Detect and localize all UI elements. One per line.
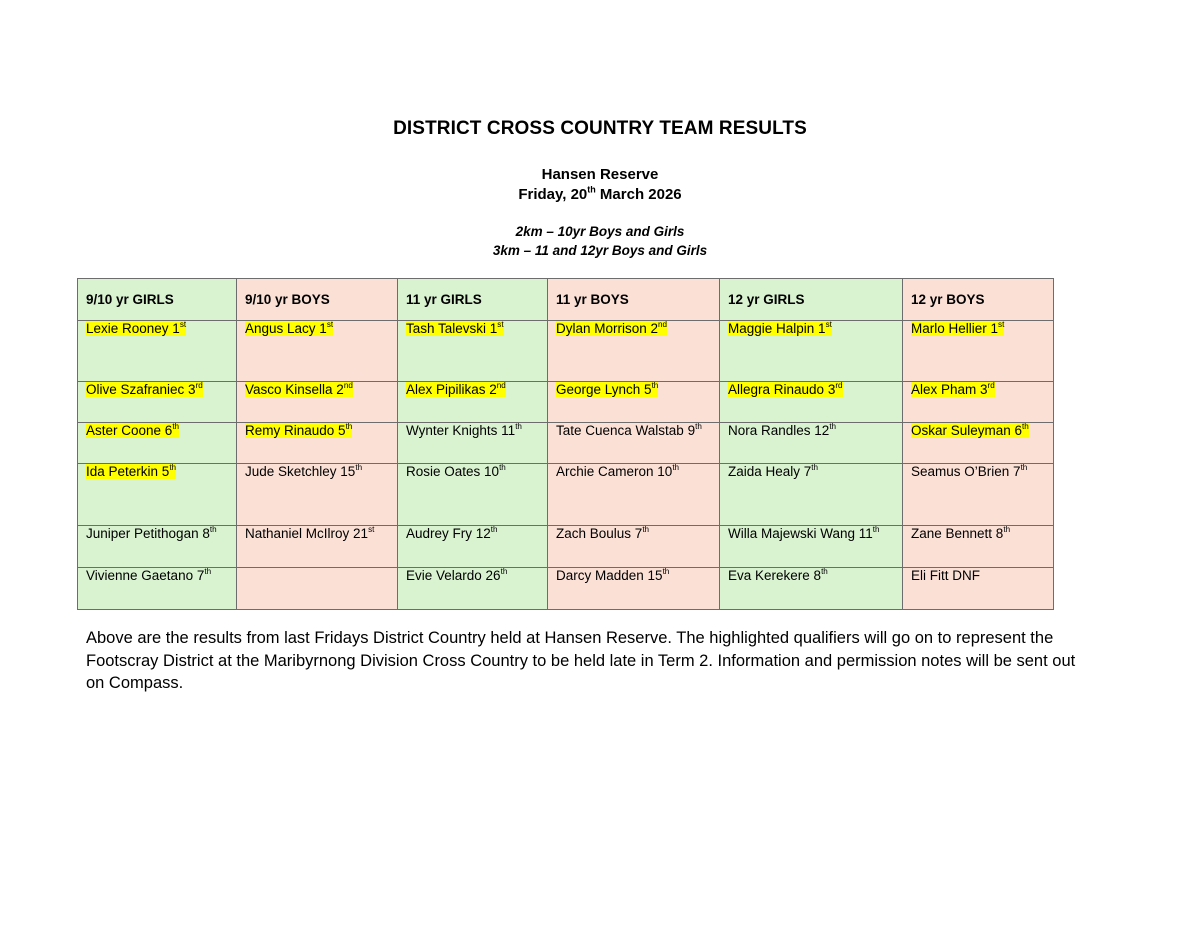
runner-name-place: Audrey Fry 12 [406, 526, 491, 541]
runner-name-place: Vasco Kinsella 2 [245, 382, 344, 397]
result-cell [398, 321, 548, 382]
runner-result [556, 526, 649, 541]
date-suffix: March 2026 [595, 186, 682, 203]
runner-result [406, 382, 506, 397]
result-cell [78, 526, 237, 568]
table-row [78, 464, 1054, 526]
place-ordinal: st [368, 525, 375, 534]
runner-result [245, 382, 353, 397]
runner-name-place: Marlo Hellier 1 [911, 321, 999, 336]
column-header: 12 yr GIRLS [720, 279, 903, 321]
result-cell [720, 464, 903, 526]
runner-result [556, 423, 702, 438]
place-ordinal: th [1022, 422, 1029, 431]
runner-name-place: Zach Boulus 7 [556, 526, 643, 541]
runner-name-place: Willa Majewski Wang 11 [728, 526, 873, 541]
place-ordinal: th [515, 422, 522, 431]
place-ordinal: st [497, 320, 504, 329]
table-row [78, 568, 1054, 610]
runner-result [728, 464, 818, 479]
event-date [0, 186, 1200, 203]
runner-name-place: Jude Sketchley 15 [245, 464, 356, 479]
result-cell [398, 464, 548, 526]
result-cell [398, 568, 548, 610]
runner-result [556, 382, 658, 397]
place-ordinal: th [204, 567, 212, 576]
table-row [78, 382, 1054, 423]
place-ordinal: th [490, 525, 498, 534]
distance-line-2: 3km – 11 and 12yr Boys and Girls [492, 243, 708, 258]
runner-name-place: Tash Talevski 1 [406, 321, 498, 336]
venue-name: Hansen Reserve [541, 166, 659, 183]
runner-name-place: Juniper Petithogan 8 [86, 526, 210, 541]
place-ordinal: st [998, 320, 1005, 329]
runner-name-place: Darcy Madden 15 [556, 568, 663, 583]
runner-result [556, 321, 667, 336]
place-ordinal: th [345, 422, 353, 431]
place-ordinal: th [829, 422, 837, 431]
place-ordinal: th [821, 567, 828, 576]
runner-result [406, 321, 504, 336]
runner-name-place: Angus Lacy 1 [245, 321, 327, 336]
runner-name-place: Nathaniel McIlroy 21 [245, 526, 369, 541]
place-ordinal: rd [195, 381, 203, 390]
result-cell [237, 382, 398, 423]
result-cell [903, 321, 1054, 382]
table-header-row [78, 279, 1054, 321]
runner-result [245, 526, 374, 541]
runner-name-place: Aster Coone 6 [86, 423, 173, 438]
runner-result [245, 321, 333, 336]
runner-result [556, 464, 679, 479]
result-cell [548, 526, 720, 568]
result-cell [903, 464, 1054, 526]
result-cell [237, 423, 398, 464]
result-cell [903, 423, 1054, 464]
result-cell [548, 321, 720, 382]
result-cell [903, 382, 1054, 423]
runner-name-place: Allegra Rinaudo 3 [728, 382, 836, 397]
runner-name-place: George Lynch 5 [556, 382, 652, 397]
date-ordinal: th [587, 184, 596, 195]
column-header: 11 yr BOYS [548, 279, 720, 321]
runner-name-place: Maggie Halpin 1 [728, 321, 826, 336]
place-ordinal: st [179, 320, 187, 329]
result-cell [237, 526, 398, 568]
runner-name-place: Archie Cameron 10 [556, 464, 673, 479]
place-ordinal: th [172, 422, 180, 431]
result-cell [548, 423, 720, 464]
page-title: DISTRICT CROSS COUNTRY TEAM RESULTS [393, 118, 807, 139]
runner-result [245, 464, 362, 479]
runner-name-place: Evie Velardo 26 [406, 568, 501, 583]
table-row [78, 423, 1054, 464]
runner-result [911, 382, 995, 397]
runner-name-place: Lexie Rooney 1 [86, 321, 180, 336]
runner-result [406, 568, 507, 583]
table-row [78, 526, 1054, 568]
runner-result [911, 568, 980, 583]
runner-result [728, 321, 832, 336]
result-cell [548, 382, 720, 423]
results-table [77, 278, 1054, 610]
runner-name-place: Nora Randles 12 [728, 423, 830, 438]
place-ordinal: th [662, 567, 670, 576]
place-ordinal: st [326, 320, 334, 329]
runner-result [245, 423, 352, 438]
column-header: 9/10 yr GIRLS [78, 279, 237, 321]
result-cell [237, 464, 398, 526]
runner-name-place: Zaida Healy 7 [728, 464, 812, 479]
results-note: Above are the results from last Fridays District Country held at Hansen Reserve. The highlighted qualifiers will go on to represent the Footscray District at the Maribyrnong Division Cross Country to be held late in Term 2. Information and permission notes will be sent out on Compass. [86, 629, 1076, 692]
runner-result [86, 423, 179, 438]
runner-name-place: Ida Peterkin 5 [86, 464, 170, 479]
place-ordinal: th [169, 463, 177, 472]
runner-result [728, 382, 843, 397]
runner-name-place: Dylan Morrison 2 [556, 321, 659, 336]
distance-line-1: 2km – 10yr Boys and Girls [515, 224, 685, 239]
place-ordinal: th [672, 463, 680, 472]
place-ordinal: nd [343, 381, 353, 390]
runner-result [911, 423, 1029, 438]
runner-name-place: Alex Pham 3 [911, 382, 988, 397]
runner-result [86, 321, 186, 336]
date-prefix: Friday, 20 [518, 186, 588, 203]
table-row [78, 321, 1054, 382]
runner-result [86, 464, 176, 479]
result-cell [720, 568, 903, 610]
result-cell [720, 423, 903, 464]
runner-result [911, 464, 1027, 479]
runner-result [556, 568, 669, 583]
place-ordinal: st [825, 320, 832, 329]
runner-name-place: Oskar Suleyman 6 [911, 423, 1023, 438]
column-header: 11 yr GIRLS [398, 279, 548, 321]
place-ordinal: th [1020, 463, 1028, 472]
place-ordinal: rd [835, 381, 843, 390]
result-cell [237, 568, 398, 610]
result-cell [398, 423, 548, 464]
runner-result [86, 568, 211, 583]
column-header: 12 yr BOYS [903, 279, 1054, 321]
place-ordinal: rd [987, 381, 995, 390]
runner-result [728, 568, 828, 583]
place-ordinal: th [811, 463, 819, 472]
column-header: 9/10 yr BOYS [237, 279, 398, 321]
place-ordinal: th [355, 463, 363, 472]
result-cell [78, 382, 237, 423]
result-cell [78, 568, 237, 610]
result-cell [903, 526, 1054, 568]
result-cell [78, 321, 237, 382]
runner-result [728, 526, 880, 541]
result-cell [548, 568, 720, 610]
place-ordinal: th [499, 463, 506, 472]
runner-name-place: Zane Bennett 8 [911, 526, 1004, 541]
runner-result [728, 423, 836, 438]
runner-result [86, 526, 217, 541]
runner-name-place: Vivienne Gaetano 7 [86, 568, 205, 583]
runner-result [406, 526, 498, 541]
result-cell [237, 321, 398, 382]
runner-name-place: Eva Kerekere 8 [728, 568, 822, 583]
runner-name-place: Remy Rinaudo 5 [245, 423, 346, 438]
runner-result [911, 526, 1010, 541]
result-cell [398, 526, 548, 568]
place-ordinal: nd [658, 320, 668, 329]
result-cell [903, 568, 1054, 610]
runner-name-place: Tate Cuenca Walstab 9 [556, 423, 696, 438]
runner-name-place: Alex Pipilikas 2 [406, 382, 497, 397]
runner-name-place: Wynter Knights 11 [406, 423, 516, 438]
runner-name-place: Olive Szafraniec 3 [86, 382, 196, 397]
result-cell [78, 464, 237, 526]
runner-name-place: Rosie Oates 10 [406, 464, 500, 479]
runner-result [86, 382, 203, 397]
result-cell [720, 526, 903, 568]
place-ordinal: th [642, 525, 650, 534]
place-ordinal: th [872, 525, 880, 534]
result-cell [720, 382, 903, 423]
place-ordinal: th [695, 422, 702, 431]
place-ordinal: th [1003, 525, 1011, 534]
runner-name-place: Eli Fitt DNF [911, 568, 980, 583]
runner-result [406, 423, 522, 438]
result-cell [78, 423, 237, 464]
result-cell [398, 382, 548, 423]
runner-result [911, 321, 1004, 336]
place-ordinal: th [651, 381, 659, 390]
runner-result [406, 464, 506, 479]
result-cell [720, 321, 903, 382]
place-ordinal: nd [496, 381, 506, 390]
result-cell [548, 464, 720, 526]
place-ordinal: th [209, 525, 217, 534]
place-ordinal: th [500, 567, 508, 576]
runner-name-place: Seamus O’Brien 7 [911, 464, 1021, 479]
